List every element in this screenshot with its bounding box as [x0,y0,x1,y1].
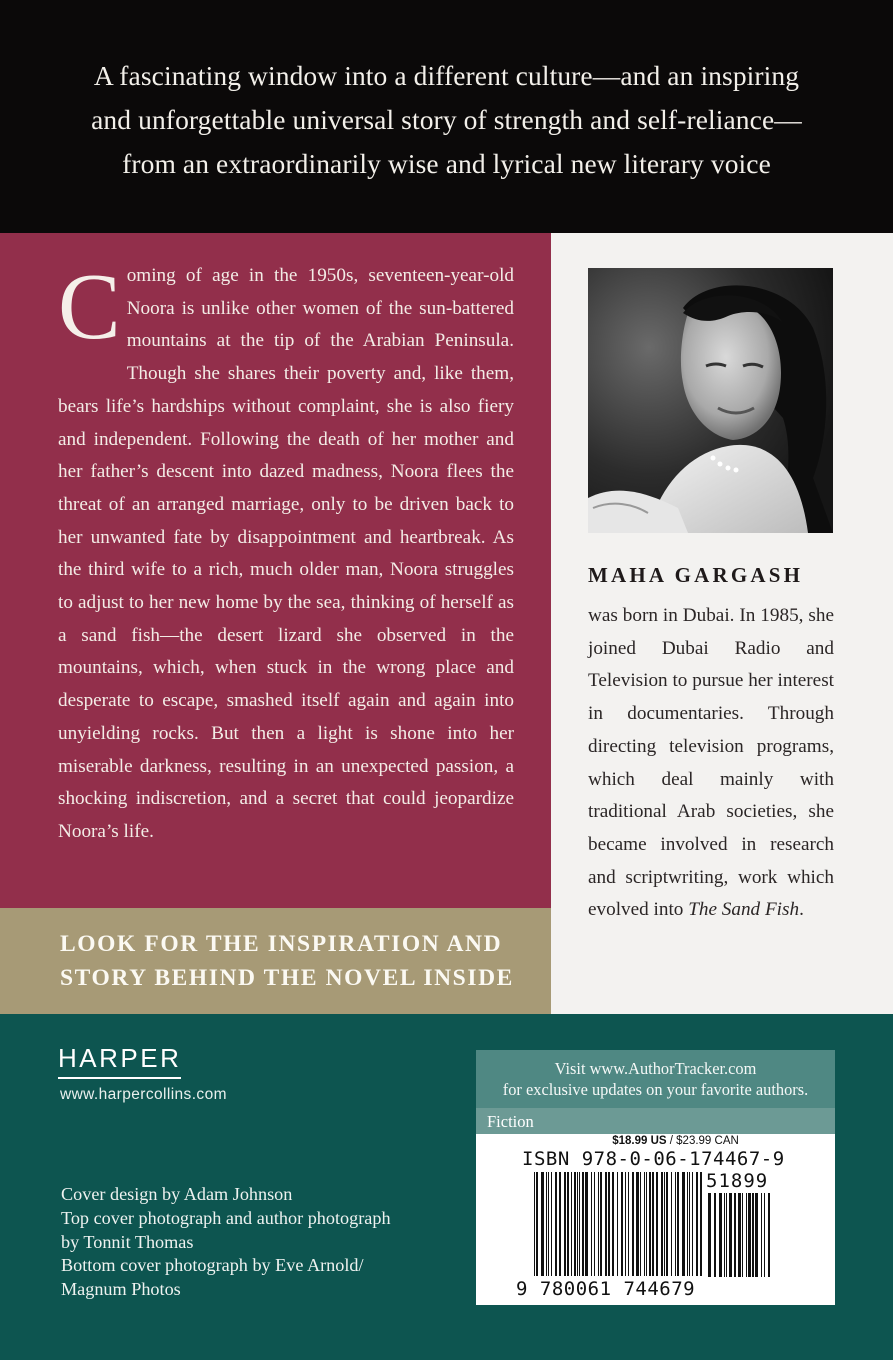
tracker-line-2: for exclusive updates on your favorite authors. [502,1080,809,1099]
callout-line-1: LOOK FOR THE INSPIRATION AND [60,931,503,957]
tracker-line-1: Visit www.AuthorTracker.com [554,1059,757,1078]
credit-line-2: Top cover photograph and author photograph [61,1207,391,1228]
author-panel [551,233,893,1014]
barcode-bar [555,1172,557,1276]
barcode-bar [632,1172,634,1276]
addon-digits: 51899 [706,1170,769,1192]
tagline-line-3: from an extraordinarily wise and lyrical new literary voice [122,147,771,179]
barcode-bar [577,1172,578,1276]
barcode-bar [621,1172,623,1276]
barcode-bar [664,1172,665,1276]
barcode-bar [559,1172,561,1276]
barcode-bar [692,1172,693,1276]
barcode-bar [579,1172,580,1276]
barcode-bar [644,1172,645,1276]
barcode-bar [671,1172,672,1276]
barcode-bar [719,1193,722,1277]
synopsis-text: oming of age in the 1950s, seventeen-year-old Noora is unlike other women of the sun-battered mountains at the tip of the Arabian Peninsula. Though she shares their poverty and, like them, bears life’s hardships without complaint, she is also fiery and independent. Following the death of her mother and her father’s descent into dazed madness, Noora flees the threat of an arranged marriage, only to be driven back to her unwanted fate by disappointment and heartbreak. As the third wife to a rich, much older man, Noora struggles to adjust to her new home by the sea, thinking of herself as a sand fish—the desert lizard she observed in the mountains, which, when stuck in the wrong place and desperate to escape, smashed itself again and again into unyielding rocks. But then a light is shone into her miserable darkness, resulting in an unexpected passion, a shocking indiscretion, and a secret that could jeopardize Noora’s life. [58,265,514,842]
tagline-banner [0,0,893,233]
barcode-bar [534,1172,535,1276]
barcode-bar [661,1172,663,1276]
credit-line-1: Cover design by Adam Johnson [61,1184,293,1204]
barcode-bar [628,1172,629,1276]
barcode-bar [640,1172,641,1276]
barcode-bar [656,1172,658,1276]
synopsis-body [58,255,514,849]
credit-line-3: by Tonnit Thomas [61,1231,194,1252]
barcode-bar [571,1172,572,1276]
book-title: The Sand Fish [688,899,800,921]
barcode-bar [585,1172,588,1276]
barcode-bar [677,1172,679,1276]
barcode-bar [600,1172,602,1276]
price-label [476,1135,835,1147]
barcode-addon [708,1193,770,1277]
barcode-bar [574,1172,576,1276]
barcode-bar [682,1172,685,1276]
tagline-line-2: and unforgettable universal story of strength and self-reliance— [91,103,802,135]
price-us: $18.99 US [612,1135,667,1147]
credit-line-5: Magnum Photos [61,1279,181,1300]
barcode-bar [714,1193,716,1277]
tagline-line-1: A fascinating window into a different culture—and an inspiring [93,59,800,91]
author-tracker-notice [476,1050,835,1108]
author-portrait-image [588,268,833,533]
publisher-url[interactable]: www.harpercollins.com [60,1086,227,1103]
author-name: MAHA GARGASH [588,563,804,587]
barcode-bar [594,1172,595,1276]
barcode-bar [649,1172,651,1276]
barcode-bar [764,1193,765,1277]
author-bio [588,600,834,927]
category-label: Fiction [476,1108,835,1134]
author-photo [588,268,833,533]
barcode-bar [734,1193,736,1277]
barcode-bar [755,1193,758,1277]
barcode-bar [666,1172,668,1276]
barcode-bar [752,1193,754,1277]
barcode-bar [612,1172,614,1276]
barcode-bar [708,1193,711,1277]
barcode-bar [742,1193,743,1277]
barcode-bar [591,1172,592,1276]
barcode-bar [608,1172,610,1276]
barcode-bar [536,1172,538,1276]
barcode-bar [551,1172,552,1276]
barcode-bar [564,1172,566,1276]
barcode-bar [738,1193,741,1277]
author-bio-text: was born in Dubai. In 1985, she joined Dubai Radio and Television to pursue her interest in documentaries. Through directing television programs, which deal mainly with traditional Arab societies, she became involved in research and scriptwriting, work which evolved into [588,605,834,921]
barcode-bar [625,1172,626,1276]
harper-logo: HARPER [58,1043,181,1079]
synopsis-panel [0,233,551,908]
isbn-text: ISBN 978-0-06-174467-9 [522,1148,785,1170]
barcode-bar [548,1172,549,1276]
barcode-bar [689,1172,690,1276]
barcode-digits: 9 780061 744679 [516,1278,696,1300]
barcode-bar [617,1172,618,1276]
barcode-main [534,1172,702,1276]
barcode-box [476,1050,835,1305]
barcode-bar [675,1172,676,1276]
barcode-bar [761,1193,762,1277]
barcode-bar [768,1193,770,1277]
barcode-bar [546,1172,547,1276]
barcode-bar [636,1172,639,1276]
credit-line-4: Bottom cover photograph by Eve Arnold/ [61,1255,364,1276]
barcode-bar [726,1193,727,1277]
cover-credits [61,1183,481,1302]
barcode-bar [652,1172,654,1276]
barcode-bar [567,1172,569,1276]
barcode-bar [696,1172,698,1276]
price-can: / $23.99 CAN [666,1135,739,1147]
barcode-bar [700,1172,702,1276]
synopsis-dropcap: C [58,255,121,359]
barcode-bar [729,1193,732,1277]
barcode-bar [605,1172,607,1276]
barcode-bar [746,1193,747,1277]
barcode-bar [687,1172,688,1276]
barcode-bar [598,1172,599,1276]
barcode-bar [541,1172,544,1276]
author-bio-end: . [799,899,804,921]
barcode-bar [724,1193,725,1277]
callout-line-2: STORY BEHIND THE NOVEL INSIDE [60,965,514,991]
barcode-bar [582,1172,584,1276]
inspiration-callout [0,908,551,1014]
barcode-bar [646,1172,647,1276]
barcode-bar [748,1193,751,1277]
